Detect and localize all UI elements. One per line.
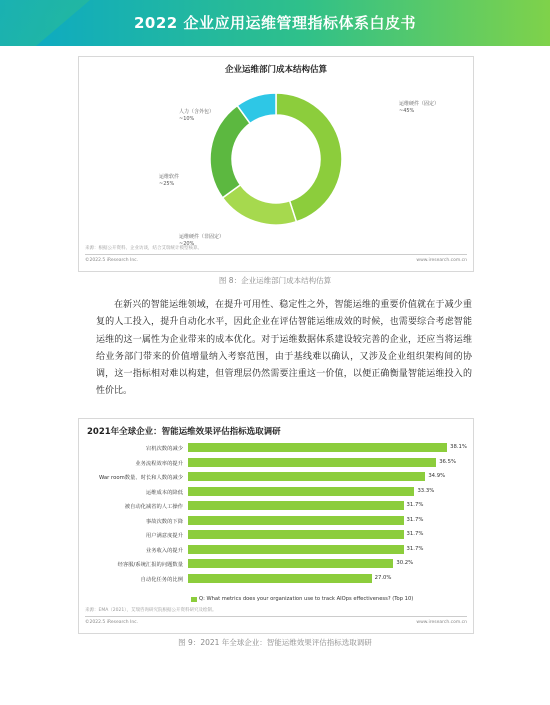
bar-category-label: 业务流程效率的提升	[135, 460, 183, 467]
bar	[188, 443, 447, 452]
bar-value-label: 31.7%	[406, 545, 424, 552]
bar-category-label: 业务收入的提升	[145, 547, 183, 554]
bar-chart-title: 2021年全球企业：智能运维效果评估指标选取调研	[87, 427, 281, 437]
donut-slice-label	[179, 109, 214, 123]
donut-slice-label	[399, 101, 439, 115]
bar-row	[79, 501, 473, 510]
bar-value-label: 38.1%	[450, 444, 467, 450]
slice-name: 运维硬件（固定）	[399, 101, 440, 107]
slice-value: ~25%	[159, 181, 175, 187]
donut-site: www.iresearch.com.cn	[416, 258, 467, 263]
figure-8-caption: 图 8：企业运维部门成本结构估算	[218, 276, 332, 285]
slice-value: ~10%	[179, 116, 195, 122]
bar-chart-card	[78, 418, 474, 634]
bar-category-label: 经客服/系统汇报的问题数量	[117, 562, 183, 568]
bar-row	[79, 530, 473, 539]
document-title: 2022 企业应用运维管理指标体系白皮书	[134, 14, 416, 32]
bar-site: www.iresearch.com.cn	[416, 620, 467, 625]
bar	[188, 574, 372, 583]
bar-row	[79, 516, 473, 525]
bar	[188, 487, 414, 496]
bar-value-label: 34.9%	[428, 473, 446, 479]
slice-name: 运维软件	[159, 174, 180, 180]
donut-divider	[85, 254, 467, 255]
bar	[188, 545, 404, 554]
donut-chart-card	[78, 56, 474, 272]
bar	[188, 458, 436, 467]
bar-category-label: 被自动化减省的人工操作	[124, 504, 183, 510]
donut-slice	[223, 185, 297, 225]
bar-category-label: 宕机次数的减少	[145, 446, 183, 452]
bar-value-label: 27.0%	[374, 574, 392, 581]
bar	[188, 559, 393, 568]
donut-slice-label	[159, 174, 179, 188]
legend-text: Q: What metrics does your organization use to track AIOps effectiveness? (Top 10)	[199, 596, 414, 602]
bar-value-label: 30.2%	[396, 560, 414, 566]
bar-row	[79, 487, 473, 496]
slice-name: 人力（含外包）	[179, 109, 215, 115]
bar	[188, 516, 404, 525]
donut-copyright: ©2022.5 iResearch Inc.	[85, 258, 139, 263]
bar-chart	[79, 443, 473, 593]
page-header	[0, 0, 550, 46]
slice-value: ~45%	[399, 108, 415, 114]
bar-category-label: 自动化任务的比例	[140, 576, 183, 583]
body-paragraph: 在新兴的智能运维领域，在提升可用性、稳定性之外，智能运维的重要价值就在于减少重复的人工投入，提升自动化水平，因此企业在评估智能运维成效的时候，也需要综合考虑智能运维的这一属性为企业带来的成本优化。对于运维数据体系建设较完善的企业，还应当将运维给业务部门带来的价值增量纳入考察范围，由于基线难以确认，又涉及企业组织架构间的协调，这一指标相对难以构建，但管理层仍然需要注重这一价值，以便正确衡量智能运维投入的性价比。	[96, 300, 472, 397]
bar-row	[79, 472, 473, 481]
bar-row	[79, 443, 473, 452]
bar-copyright: ©2022.5 iResearch Inc.	[85, 620, 139, 625]
slice-value: ~20%	[179, 241, 195, 247]
bar	[188, 472, 425, 481]
bar-row	[79, 559, 473, 568]
bar-row	[79, 545, 473, 554]
bar	[188, 501, 404, 510]
bar	[188, 530, 404, 539]
bar-value-label: 36.5%	[439, 458, 457, 465]
slice-name: 运维硬件（非固定）	[179, 234, 225, 240]
bar-category-label: 事故次数的下降	[145, 518, 183, 525]
figure-9-caption: 图 9：2021 年全球企业：智能运维效果评估指标选取调研	[178, 638, 372, 647]
bar-row	[79, 458, 473, 467]
bar-row	[79, 574, 473, 583]
donut-chart-title: 企业运维部门成本结构估算	[224, 65, 327, 75]
bar-source-note: 来源：EMA（2021），艾瑞咨询研究院根据公开资料研究及绘制。	[85, 608, 217, 613]
bar-value-label: 33.3%	[417, 487, 435, 494]
bar-value-label: 31.7%	[406, 516, 424, 523]
legend-swatch	[191, 597, 197, 602]
bar-value-label: 31.7%	[406, 531, 424, 537]
donut-slice	[210, 106, 250, 198]
donut-source-note: 来源：根据公开资料、企业访谈，结合艾瑞统计模型核算。	[85, 246, 202, 251]
bar-divider	[85, 616, 467, 617]
bar-category-label: 用户满意度提升	[145, 533, 183, 539]
bar-category-label: 运维成本的降低	[145, 489, 183, 496]
bar-value-label: 31.7%	[406, 502, 424, 508]
bar-category-label: War room数量、时长和人数的减少	[99, 475, 183, 481]
